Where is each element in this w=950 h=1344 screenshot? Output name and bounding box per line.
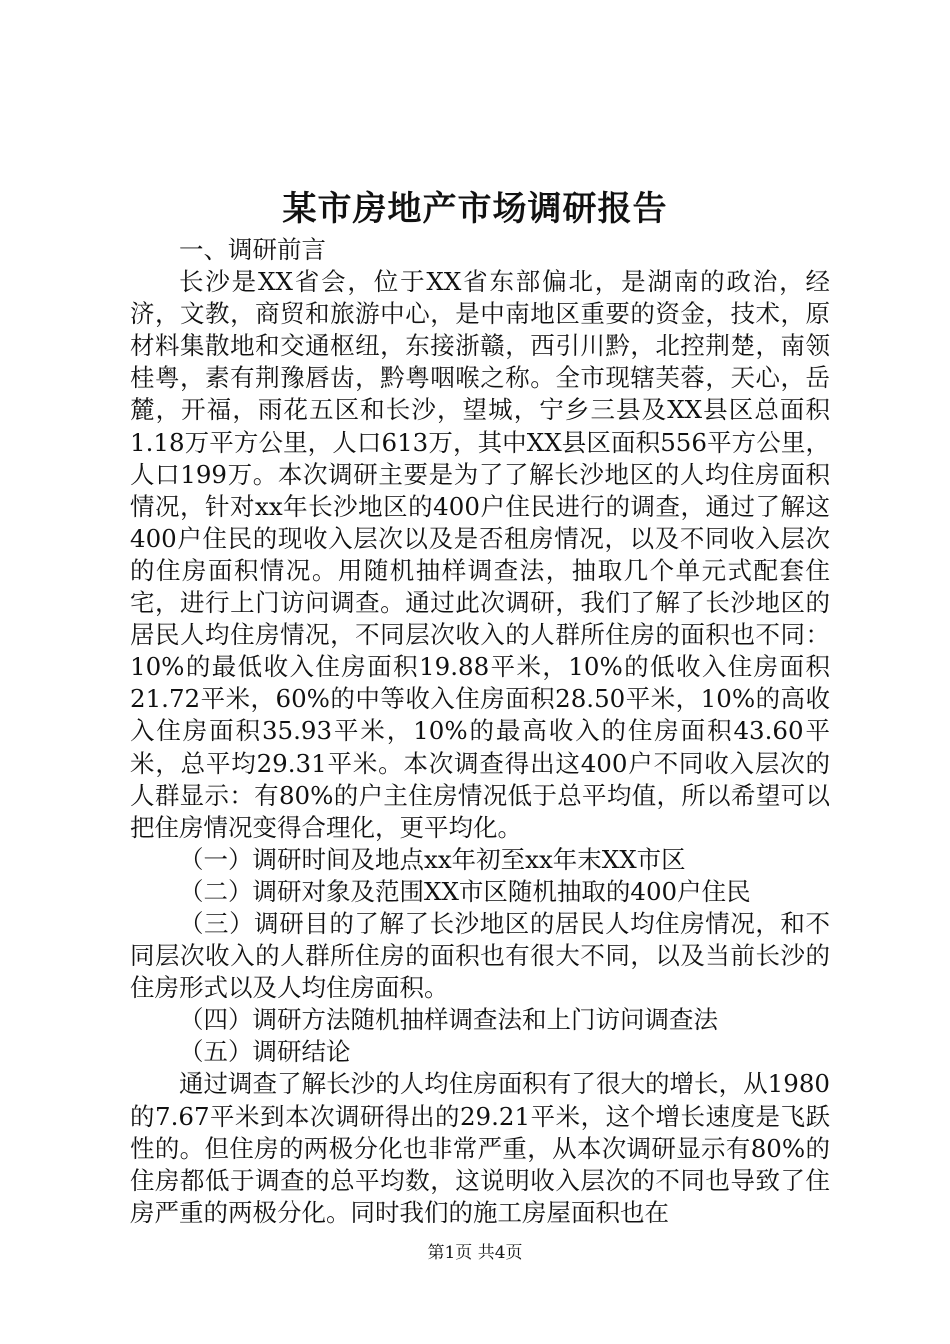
body-paragraph: 长沙是XX省会，位于XX省东部偏北，是湖南的政治，经济，文教，商贸和旅游中心，是中南地区重要的资金，技术，原材料集散地和交通枢纽，东接浙赣，西引川黔，北控荆楚，南领桂粤，素有荆豫唇齿，黔粤咽喉之称。全市现辖芙蓉，天心，岳麓，开福，雨花五区和长沙，望城，宁乡三县及XX县区总面积1.18万平方公里，人口613万，其中XX县区面积556平方公里，人口199万。本次调研主要是为了了解长沙地区的人均住房面积情况，针对xx年长沙地区的400户住民进行的调查，通过了解这400户住民的现收入层次以及是否租房情况，以及不同收入层次的住房面积情况。用随机抽样调查法，抽取几个单元式配套住宅，进行上门访问调查。通过此次调研，我们了解了长沙地区的居民人均住房情况，不同层次收入的人群所住房的面积也不同：10%的最低收入住房面积19.88平米，10%的低收入住房面积21.72平米，60%的中等收入住房面积28.50平米，10%的高收入住房面积35.93平米，10%的最高收入的住房面积43.60平米，总平均29.31平米。本次调查得出这400户不同收入层次的人群显示：有80%的户主住房情况低于总平均值，所以希望可以把住房情况变得合理化，更平均化。 <box>130 267 830 842</box>
list-item: （五）调研结论 <box>179 1037 351 1067</box>
list-item: （四）调研方法随机抽样调查法和上门访问调查法 <box>179 1005 718 1035</box>
document-title: 某市房地产市场调研报告 <box>282 189 668 229</box>
document-body <box>130 234 830 1229</box>
list-item: （三）调研目的了解了长沙地区的居民人均住房情况，和不同层次收入的人群所住房的面积也有很大不同，以及当前长沙的住房形式以及人均住房面积。 <box>130 908 830 1003</box>
body-paragraph: 通过调查了解长沙的人均住房面积有了很大的增长，从1980的7.67平米到本次调研得出的29.21平米，这个增长速度是飞跃性的。但住房的两极分化也非常严重，从本次调研显示有80%的住房都低于调查的总平均数，这说明收入层次的不同也导致了住房严重的两极分化。同时我们的施工房屋面积也在 <box>130 1069 830 1227</box>
list-item: （一）调研时间及地点xx年初至xx年末XX市区 <box>179 844 686 874</box>
page-footer: 第1页 共4页 <box>427 1243 523 1263</box>
section-heading: 一、调研前言 <box>179 235 326 264</box>
list-item: （二）调研对象及范围XX市区随机抽取的400户住民 <box>179 876 751 906</box>
